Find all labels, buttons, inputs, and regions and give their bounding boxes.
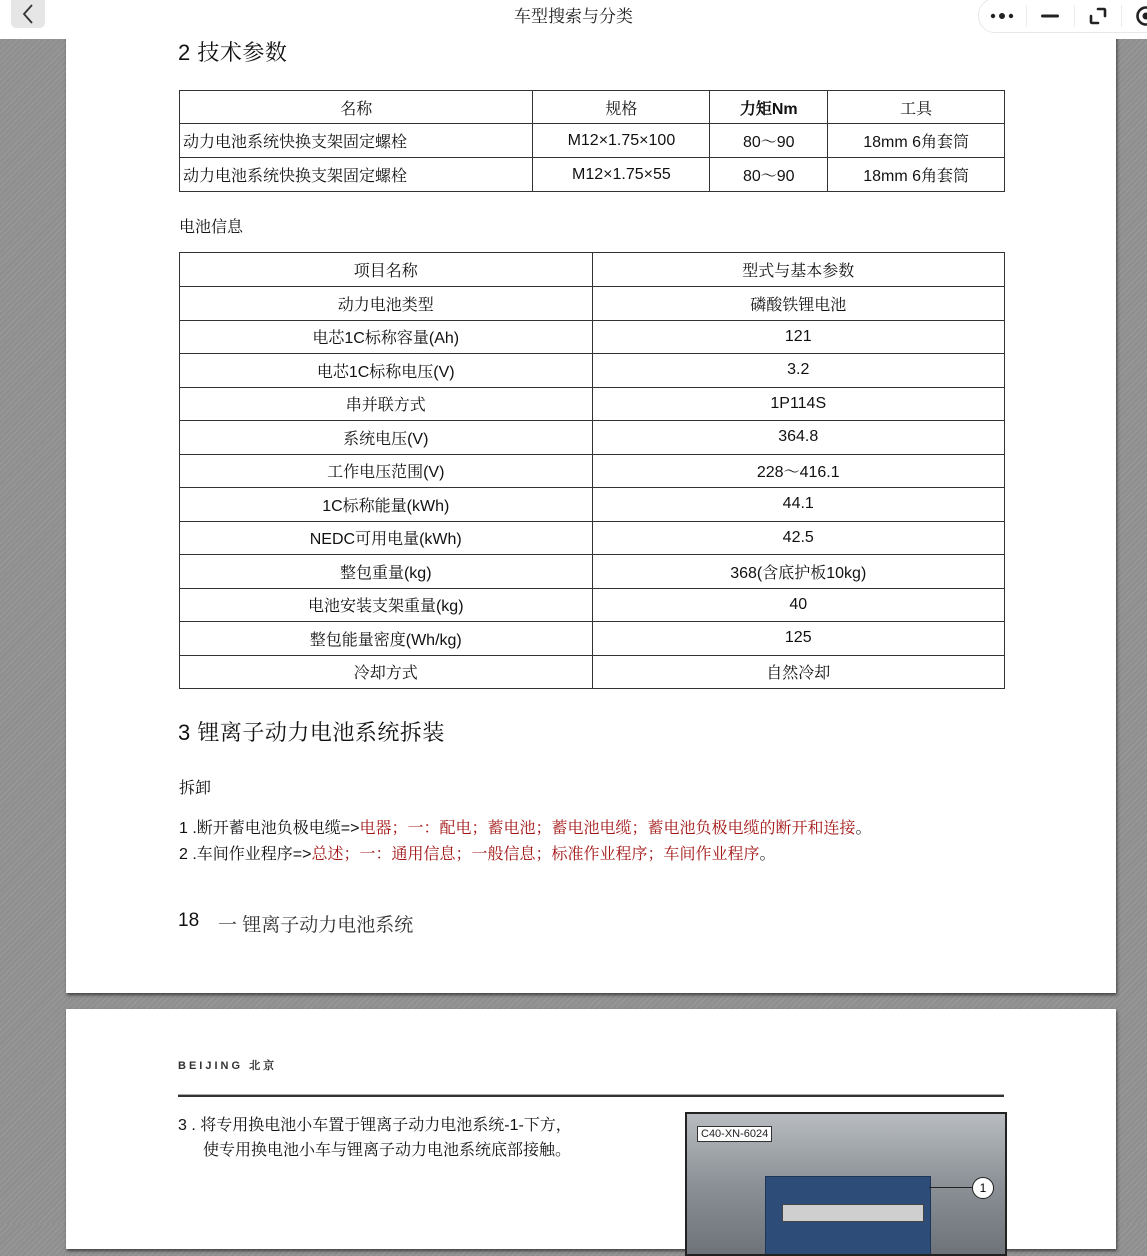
- document-page-18: [66, 0, 1116, 993]
- torque-table: [179, 90, 1005, 192]
- step-number: 1 .: [179, 820, 197, 837]
- step-1: [179, 815, 872, 838]
- step-reference-link[interactable]: 总述；一：通用信息；一般信息；标准作业程序；车间作业程序: [311, 846, 760, 863]
- header-cell: 项目名称: [180, 253, 593, 287]
- table-cell: 125: [592, 622, 1005, 656]
- table-cell: 电池安装支架重量(kg): [180, 588, 593, 622]
- table-cell: M12×1.75×100: [533, 124, 710, 158]
- table-cell: 动力电池系统快换支架固定螺栓: [180, 124, 533, 158]
- page-number: 18: [178, 910, 200, 931]
- step-end: 。: [855, 820, 872, 837]
- table-header-row: [180, 253, 1005, 287]
- page-footer-chapter: 一 锂离子动力电池系统: [218, 915, 414, 936]
- table-cell: 整包能量密度(Wh/kg): [180, 622, 593, 656]
- table-cell: 1P114S: [592, 387, 1005, 421]
- header-cell: 力矩Nm: [710, 91, 828, 124]
- minimize-icon: [1040, 14, 1060, 18]
- table-cell: 40: [592, 588, 1005, 622]
- close-button[interactable]: [1122, 0, 1147, 32]
- maximize-button[interactable]: [1074, 0, 1121, 32]
- window-controls: [978, 0, 1147, 33]
- table-row: [180, 588, 1005, 622]
- table-row: [180, 354, 1005, 388]
- table-cell: M12×1.75×55: [533, 158, 710, 192]
- close-target-icon: [1135, 5, 1147, 27]
- step-reference-link[interactable]: 电器；一：配电；蓄电池；蓄电池电缆；蓄电池负极电缆的断开和连接: [359, 820, 856, 837]
- table-cell: 18mm 6角套筒: [828, 124, 1005, 158]
- battery-info-label: 电池信息: [179, 219, 244, 236]
- table-cell: 电芯1C标称容量(Ah): [180, 320, 593, 354]
- table-row: [180, 622, 1005, 656]
- cart-illustration: [782, 1204, 924, 1222]
- table-cell: 磷酸铁锂电池: [592, 287, 1005, 321]
- table-row: [180, 421, 1005, 455]
- header-cell: 名称: [180, 91, 533, 124]
- title-bar: [0, 0, 1147, 39]
- header-rule: [178, 1094, 1004, 1097]
- table-cell: 1C标称能量(kWh): [180, 488, 593, 522]
- step-text: 断开蓄电池负极电缆=>: [196, 820, 360, 837]
- table-row: [180, 387, 1005, 421]
- brand-logo: BEIJING 北京: [178, 1060, 278, 1072]
- table-row: [180, 655, 1005, 689]
- table-cell: 动力电池系统快换支架固定螺栓: [180, 158, 533, 192]
- figure-code: C40-XN-6024: [697, 1126, 772, 1142]
- table-cell: 自然冷却: [592, 655, 1005, 689]
- table-cell: 系统电压(V): [180, 421, 593, 455]
- table-cell: 动力电池类型: [180, 287, 593, 321]
- step-3-line-1: 3 . 将专用换电池小车置于锂离子动力电池系统-1-下方，: [178, 1117, 572, 1134]
- header-cell: 规格: [533, 91, 710, 124]
- table-row: [180, 454, 1005, 488]
- callout-line: [929, 1187, 972, 1188]
- step-3-line-2: 使专用换电池小车与锂离子动力电池系统底部接触。: [203, 1142, 572, 1159]
- table-cell: 368(含底护板10kg): [592, 555, 1005, 589]
- header-cell: 型式与基本参数: [592, 253, 1005, 287]
- step-end: 。: [759, 846, 776, 863]
- table-row: [180, 320, 1005, 354]
- step-text: 车间作业程序=>: [196, 846, 312, 863]
- battery-figure: [685, 1112, 1007, 1256]
- table-cell: 串并联方式: [180, 387, 593, 421]
- table-cell: NEDC可用电量(kWh): [180, 521, 593, 555]
- table-header-row: [180, 91, 1005, 124]
- table-cell: 整包重量(kg): [180, 555, 593, 589]
- table-cell: 3.2: [592, 354, 1005, 388]
- table-cell: 44.1: [592, 488, 1005, 522]
- step-2: [179, 841, 776, 864]
- table-cell: 18mm 6角套筒: [828, 158, 1005, 192]
- figure-callout: 1: [972, 1177, 994, 1199]
- removal-label: 拆卸: [179, 780, 212, 797]
- table-cell: 冷却方式: [180, 655, 593, 689]
- document-page-19: [66, 1009, 1116, 1249]
- maximize-icon: [1089, 7, 1107, 25]
- table-row: [180, 287, 1005, 321]
- table-cell: 工作电压范围(V): [180, 454, 593, 488]
- section-2-title: 2 技术参数: [178, 40, 288, 65]
- table-cell: 228～416.1: [592, 454, 1005, 488]
- table-cell: 121: [592, 320, 1005, 354]
- table-cell: 80～90: [710, 124, 828, 158]
- table-row: [180, 488, 1005, 522]
- table-cell: 364.8: [592, 421, 1005, 455]
- table-row: [180, 124, 1005, 158]
- table-cell: 电芯1C标称电压(V): [180, 354, 593, 388]
- more-icon: [989, 12, 1015, 20]
- battery-info-table: [179, 252, 1005, 689]
- step-number: 2 .: [179, 846, 197, 863]
- table-row: [180, 555, 1005, 589]
- minimize-button[interactable]: [1027, 0, 1074, 32]
- section-3-title: 3 锂离子动力电池系统拆装: [178, 720, 445, 745]
- table-row: [180, 158, 1005, 192]
- window-title: 车型搜索与分类: [514, 7, 633, 26]
- more-button[interactable]: [979, 0, 1026, 32]
- table-cell: 42.5: [592, 521, 1005, 555]
- table-row: [180, 521, 1005, 555]
- table-cell: 80～90: [710, 158, 828, 192]
- header-cell: 工具: [828, 91, 1005, 124]
